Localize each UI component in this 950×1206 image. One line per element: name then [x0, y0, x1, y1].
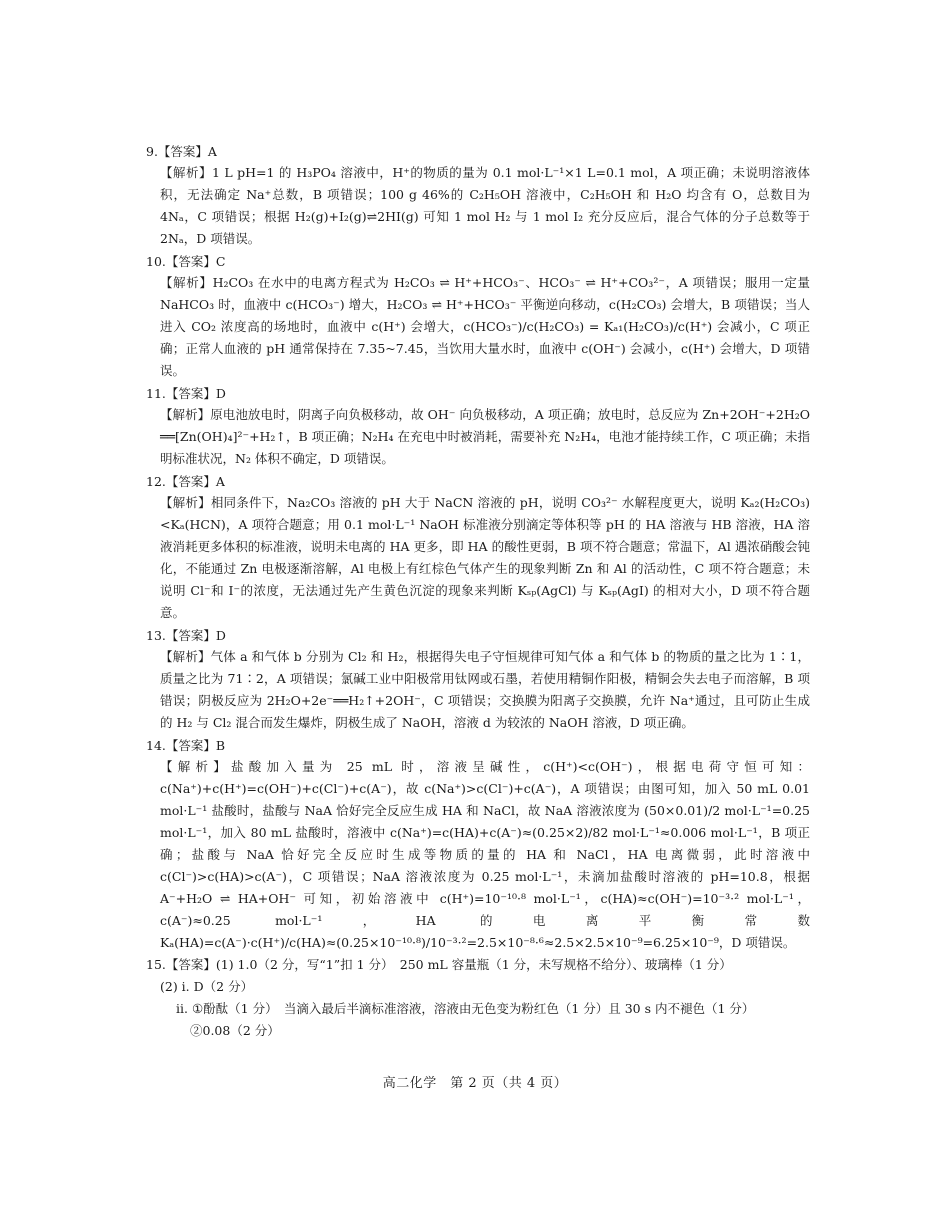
analysis-text: 【解析】1 L pH=1 的 H₃PO₄ 溶液中，H⁺的物质的量为 0.1 mol·L⁻¹×1 L=0.1 mol，A 项正确；未说明溶液体积，无法确定 Na⁺总数，B 项错误；100 g 46%的 C₂H₅OH 溶液中，C₂H₅OH 和 H₂O 均含有 O，总数目为 4Nₐ，C 项错误；根据 H₂(g)+I₂(g)⇌2HI(g) 可知 1 mol H₂ 与 1 mol I₂ 充分反应后，混合气体的分子总数等于 2Nₐ，D 项错误。: [160, 165, 810, 246]
analysis-text: 【解析】相同条件下，Na₂CO₃ 溶液的 pH 大于 NaCN 溶液的 pH，说明 CO₃²⁻ 水解程度更大，说明 Kₐ₂(H₂CO₃)<Kₐ(HCN)，A 项符合题意；用 0.1 mol·L⁻¹ NaOH 标准液分别滴定等体积等 pH 的 HA 溶液与 HB 溶液，HA 溶液消耗更多体积的标准液，说明未电离的 HA 更多，即 HA 的酸性更弱，B 项不符合题意；常温下，Al 遇浓硝酸会钝化，不能通过 Zn 电极逐渐溶解，Al 电极上有红棕色气体产生的现象判断 Zn 和 Al 的活动性，C 项不符合题意；未说明 Cl⁻和 I⁻的浓度，无法通过先产生黄色沉淀的现象来判断 Kₛₚ(AgCl) 与 Kₛₚ(AgI) 的相对大小，D 项不符合题意。: [160, 495, 810, 620]
question-15: [146, 954, 810, 1042]
question-12: [146, 471, 810, 624]
analysis: [146, 756, 810, 954]
analysis-text: 【解析】H₂CO₃ 在水中的电离方程式为 H₂CO₃ ⇌ H⁺+HCO₃⁻、HCO₃⁻ ⇌ H⁺+CO₃²⁻，A 项错误；服用一定量 NaHCO₃ 时，血液中 c(HCO₃⁻) 增大，H₂CO₃ ⇌ H⁺+HCO₃⁻ 平衡逆向移动，c(H₂CO₃) 会增大，B 项错误；当人进入 CO₂ 浓度高的场地时，血液中 c(H⁺) 会增大，c(HCO₃⁻)/c(H₂CO₃) = Kₐ₁(H₂CO₃)/c(H⁺) 会减小，C 项正确；正常人血液的 pH 通常保持在 7.35~7.45，当饮用大量水时，血液中 c(OH⁻) 会减小，c(H⁺) 会增大，D 项错误。: [160, 275, 810, 378]
analysis: [146, 162, 810, 250]
answer-page: [146, 140, 810, 1042]
q15-line-1: 15.【答案】(1) 1.0（2 分，写“1”扣 1 分） 250 mL 容量瓶（1 分，未写规格不给分）、玻璃棒（1 分）: [146, 957, 732, 972]
page-footer: 高二化学 第 2 页（共 4 页）: [382, 1076, 568, 1091]
analysis: [146, 404, 810, 470]
question-9: [146, 141, 810, 250]
question-13: [146, 625, 810, 734]
answer-label: 11.【答案】D: [146, 386, 226, 401]
q15-line-4: ②0.08（2 分）: [190, 1023, 280, 1038]
answer-label: 13.【答案】D: [146, 628, 226, 643]
question-10: [146, 251, 810, 382]
question-11: [146, 383, 810, 470]
answer-label: 14.【答案】B: [146, 738, 226, 753]
answer-label: 9.【答案】A: [146, 144, 217, 159]
analysis-text: 【解析】气体 a 和气体 b 分别为 Cl₂ 和 H₂，根据得失电子守恒规律可知气体 a 和气体 b 的物质的量之比为 1∶1，质量之比为 71∶2，A 项错误；氯碱工业中阳极常用钛网或石墨，若使用精铜作阳极，精铜会失去电子而溶解，B 项错误；阴极反应为 2H₂O+2e⁻══H₂↑+2OH⁻，C 项错误；交换膜为阳离子交换膜，允许 Na⁺通过，且可防止生成的 H₂ 与 Cl₂ 混合而发生爆炸，阴极生成了 NaOH，溶液 d 为较浓的 NaOH 溶液，D 项正确。: [160, 649, 810, 730]
analysis: [146, 646, 810, 734]
answer-label: 12.【答案】A: [146, 474, 225, 489]
q15-line-3: ii. ①酚酞（1 分） 当滴入最后半滴标准溶液，溶液由无色变为粉红色（1 分）且 30 s 内不褪色（1 分）: [176, 1001, 755, 1016]
q15-line-2: (2) i. D（2 分）: [160, 979, 254, 994]
analysis: [146, 492, 810, 624]
analysis-text: 【解析】盐酸加入量为 25 mL 时，溶液呈碱性，c(H⁺)<c(OH⁻)，根据电荷守恒可知：c(Na⁺)+c(H⁺)=c(OH⁻)+c(Cl⁻)+c(A⁻)，故 c(Na⁺)>c(Cl⁻)+c(A⁻)，A 项错误；由图可知，加入 50 mL 0.01 mol·L⁻¹ 盐酸时，盐酸与 NaA 恰好完全反应生成 HA 和 NaCl，故 NaA 溶液浓度为 (50×0.01)/2 mol·L⁻¹=0.25 mol·L⁻¹，加入 80 mL 盐酸时，溶液中 c(Na⁺)=c(HA)+c(A⁻)≈(0.25×2)/82 mol·L⁻¹≈0.006 mol·L⁻¹，B 项正确；盐酸与 NaA 恰好完全反应时生成等物质的量的 HA 和 NaCl，HA 电离微弱，此时溶液中 c(Cl⁻)>c(HA)>c(A⁻)，C 项错误；NaA 溶液浓度为 0.25 mol·L⁻¹，未滴加盐酸时溶液的 pH=10.8，根据 A⁻+H₂O ⇌ HA+OH⁻ 可知，初始溶液中 c(H⁺)=10⁻¹⁰·⁸ mol·L⁻¹，c(HA)≈c(OH⁻)=10⁻³·² mol·L⁻¹，c(A⁻)≈0.25 mol·L⁻¹，HA 的电离平衡常数 Kₐ(HA)=c(A⁻)·c(H⁺)/c(HA)≈(0.25×10⁻¹⁰·⁸)/10⁻³·²=2.5×10⁻⁸·⁶≈2.5×2.5×10⁻⁹=6.25×10⁻⁹，D 项错误。: [160, 759, 810, 950]
analysis: [146, 272, 810, 382]
question-14: [146, 735, 810, 954]
answer-label: 10.【答案】C: [146, 254, 226, 269]
analysis-text: 【解析】原电池放电时，阴离子向负极移动，故 OH⁻ 向负极移动，A 项正确；放电时，总反应为 Zn+2OH⁻+2H₂O ══[Zn(OH)₄]²⁻+H₂↑，B 项正确；N₂H₄ 在充电中时被消耗，需要补充 N₂H₄，电池才能持续工作，C 项正确；未指明标准状况，N₂ 体积不确定，D 项错误。: [160, 407, 810, 466]
